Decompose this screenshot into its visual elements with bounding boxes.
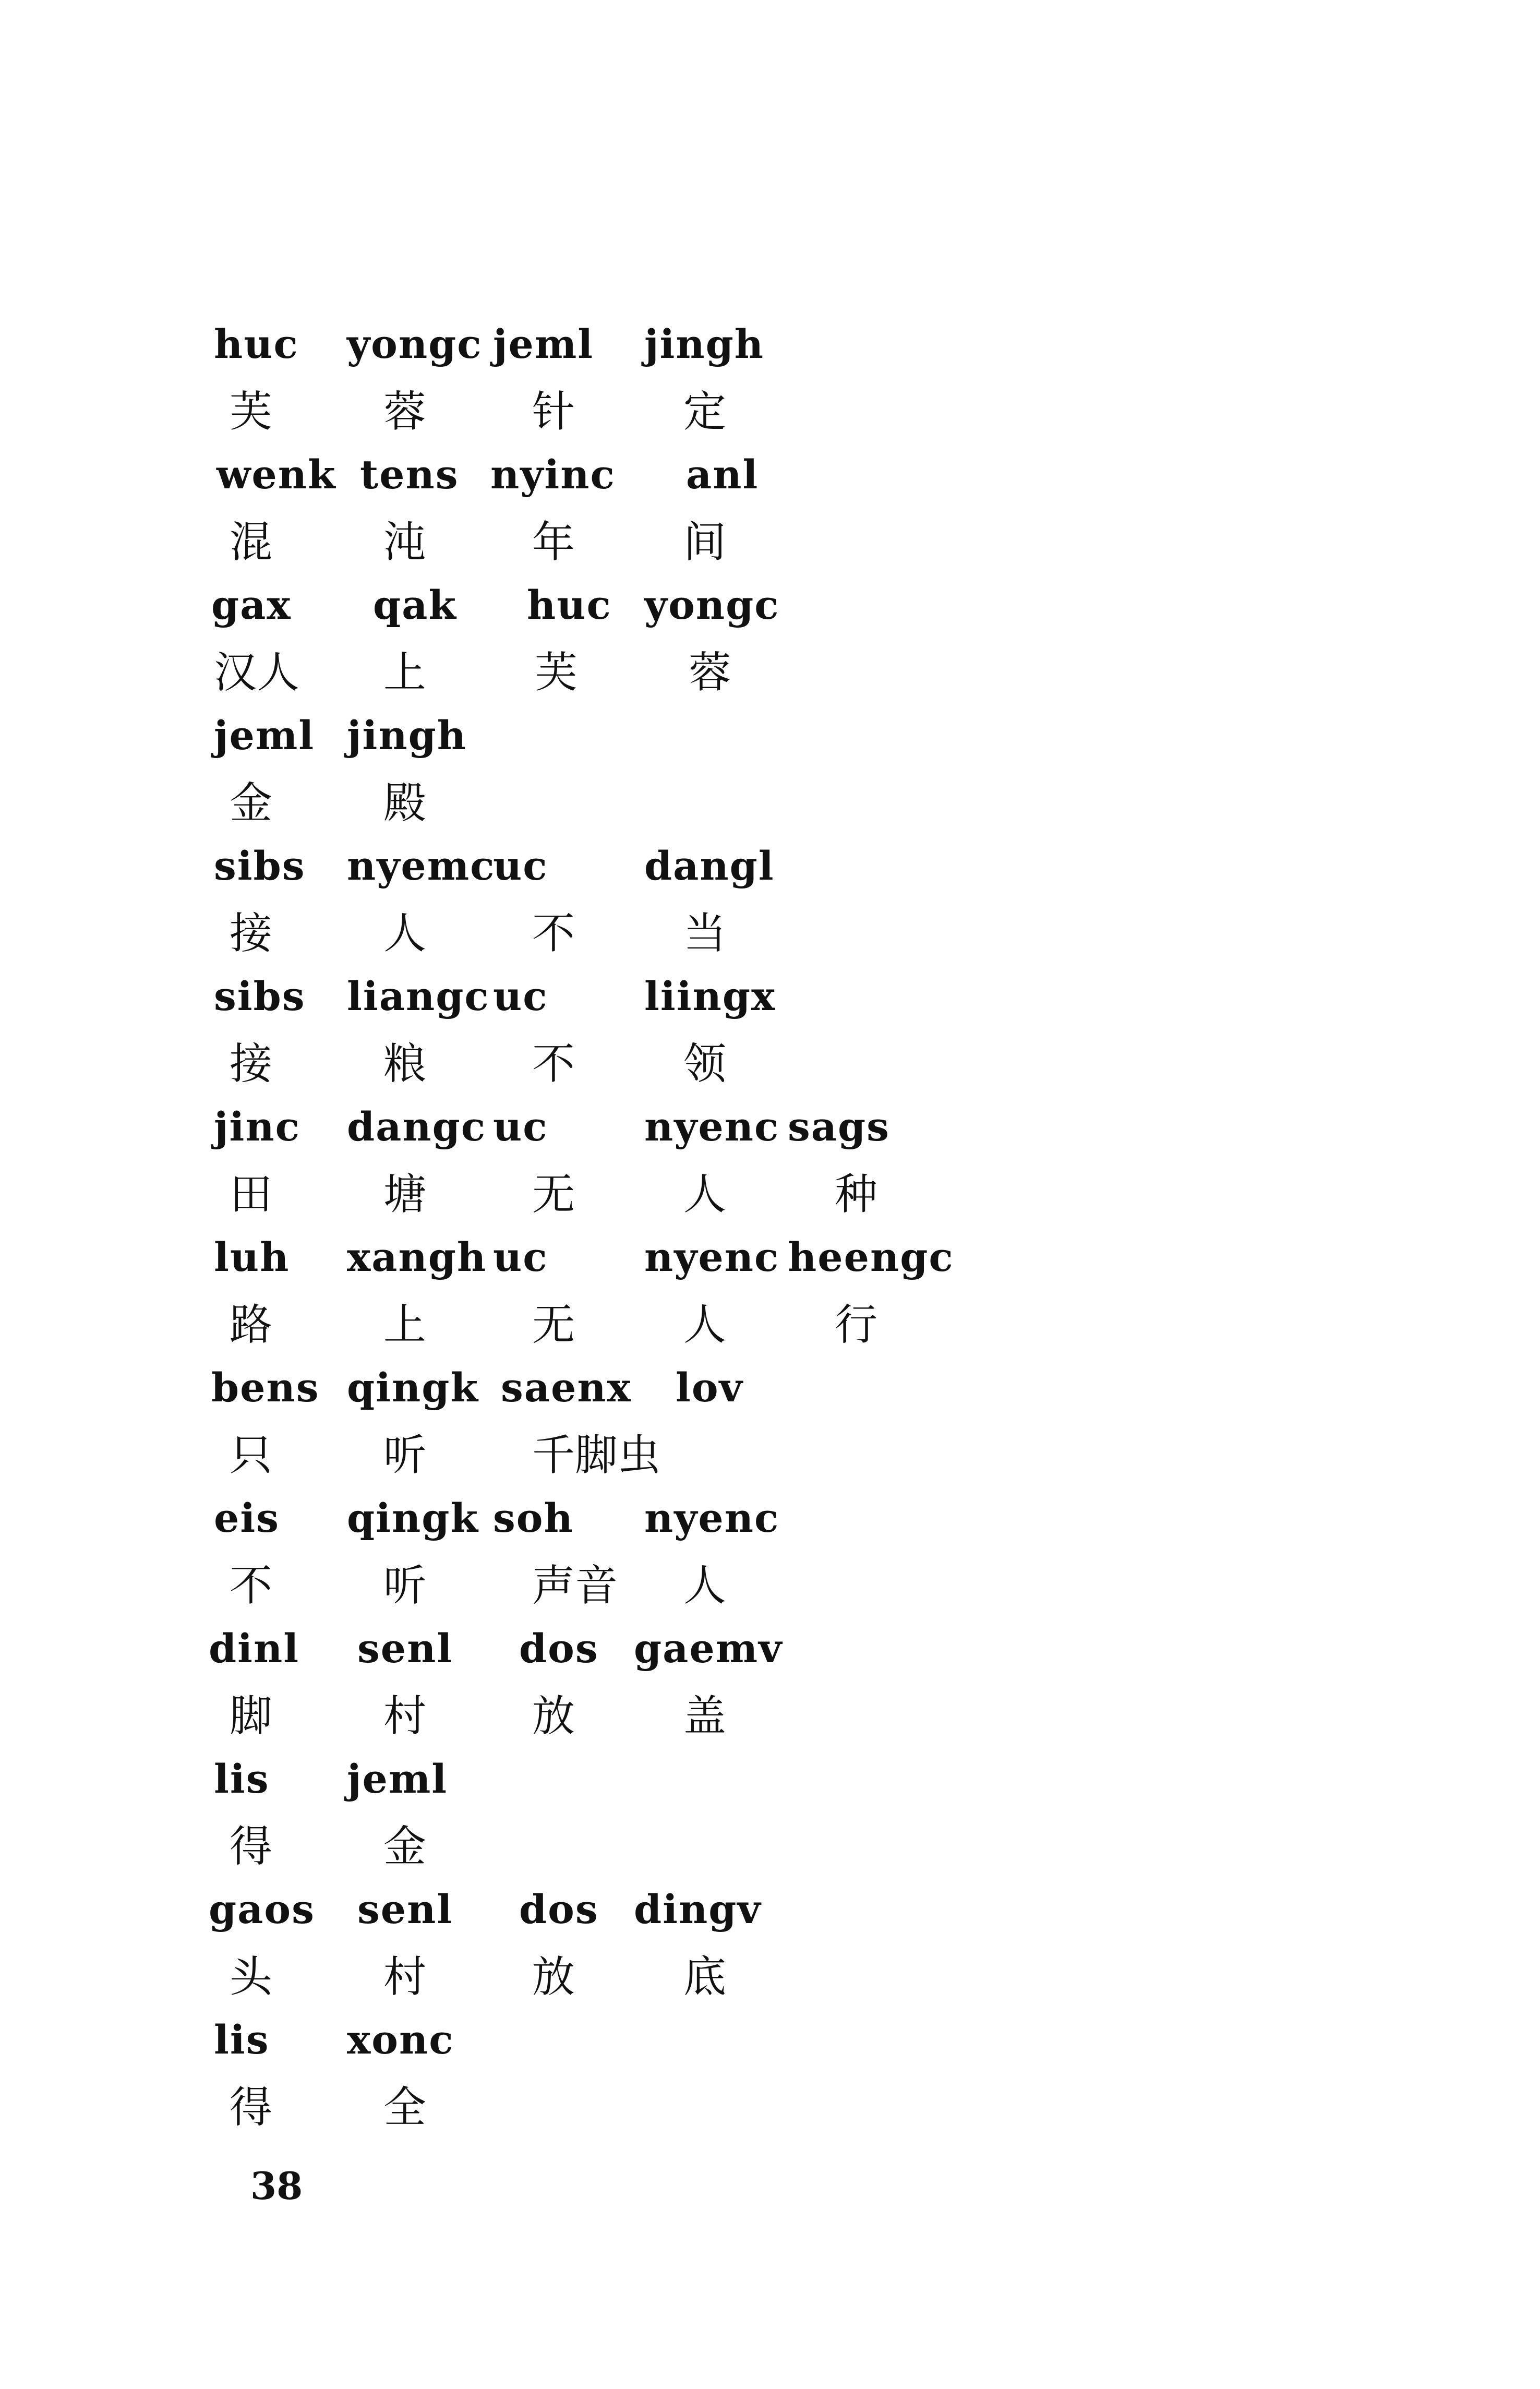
chinese-gloss-word: 不 [230,1561,273,1611]
romanized-word: eis [214,1495,280,1541]
romanized-word: dangl [644,843,775,889]
romanized-word: xangh [347,1234,487,1280]
romanized-line [0,1487,1540,1550]
romanized-word: liangc [347,973,490,1019]
romanized-word: liingx [644,973,776,1019]
chinese-gloss-word: 得 [230,1822,273,1871]
romanized-word: qingk [347,1364,479,1411]
romanized-line [0,704,1540,767]
chinese-gloss-word: 汉人 [214,648,300,698]
chinese-gloss-word: 只 [230,1431,273,1480]
chinese-gloss-word: 定 [683,387,727,437]
romanized-word: bens [211,1364,320,1411]
romanized-word: dos [519,1886,599,1932]
chinese-gloss-word: 脚 [230,1691,273,1741]
chinese-gloss-word: 人 [683,1170,727,1219]
chinese-gloss-word: 金 [383,1822,427,1871]
romanized-word: yongc [644,582,780,628]
chinese-gloss-word: 人 [683,1561,727,1611]
romanized-word: yongc [347,321,483,367]
chinese-gloss-line [0,1424,1540,1487]
romanized-word: dos [519,1625,599,1672]
chinese-gloss-line [0,511,1540,574]
chinese-gloss-word: 领 [683,1039,727,1089]
chinese-gloss-word: 放 [532,1952,575,2002]
romanized-word: huc [527,582,612,628]
chinese-gloss-word: 接 [230,1039,273,1089]
romanized-line [0,1748,1540,1810]
chinese-gloss-word: 路 [230,1300,273,1350]
romanized-line [0,2009,1540,2071]
chinese-gloss-word: 放 [532,1691,575,1741]
romanized-word: lov [676,1364,743,1411]
chinese-gloss-word: 听 [383,1561,427,1611]
chinese-gloss-word: 千脚虫 [532,1431,661,1480]
romanized-word: heengc [788,1234,954,1280]
romanized-word: gaos [209,1886,315,1932]
romanized-line [0,1878,1540,1941]
chinese-gloss-line [0,903,1540,965]
romanized-word: lis [214,2016,270,2063]
romanized-word: saenx [501,1364,632,1411]
romanized-word: senl [357,1886,453,1932]
romanized-word: jingh [347,712,467,759]
romanized-word: qingk [347,1495,479,1541]
chinese-gloss-word: 得 [230,2083,273,2132]
romanized-word: dinl [209,1625,300,1672]
chinese-gloss-line [0,772,1540,835]
romanized-line [0,965,1540,1028]
chinese-gloss-word: 上 [383,648,427,698]
chinese-gloss-word: 混 [230,518,273,567]
chinese-gloss-word: 蓉 [689,648,732,698]
romanized-word: huc [214,321,299,367]
chinese-gloss-word: 村 [383,1952,427,2002]
romanized-word: nyenc [644,1495,780,1541]
chinese-gloss-line [0,1163,1540,1226]
romanized-line [0,574,1540,637]
romanized-word: gax [211,582,292,628]
romanized-word: tens [360,451,459,498]
chinese-gloss-word: 田 [230,1170,273,1219]
romanized-word: gaemv [634,1625,783,1672]
chinese-gloss-word: 头 [230,1952,273,2002]
chinese-gloss-word: 年 [532,518,575,567]
chinese-gloss-word: 针 [532,387,575,437]
romanized-word: nyenc [644,1234,780,1280]
chinese-gloss-word: 殿 [383,778,427,828]
romanized-line [0,835,1540,897]
romanized-word: dingv [634,1886,762,1932]
romanized-word: uc [493,843,548,889]
chinese-gloss-line [0,1946,1540,2009]
page-number: 38 [250,2164,303,2208]
chinese-gloss-word: 上 [383,1300,427,1350]
romanized-word: uc [493,1103,548,1150]
chinese-gloss-word: 听 [383,1431,427,1480]
romanized-word: dangc [347,1103,487,1150]
romanized-word: uc [493,1234,548,1280]
chinese-gloss-line [0,381,1540,443]
romanized-word: jeml [493,321,594,367]
chinese-gloss-line [0,1685,1540,1748]
romanized-line [0,443,1540,506]
chinese-gloss-word: 行 [835,1300,878,1350]
chinese-gloss-line [0,1816,1540,1878]
chinese-gloss-line [0,1555,1540,1617]
romanized-word: senl [357,1625,453,1672]
romanized-line [0,1356,1540,1419]
chinese-gloss-word: 无 [532,1170,575,1219]
romanized-word: nyenc [644,1103,780,1150]
chinese-gloss-word: 盖 [683,1691,727,1741]
romanized-word: qak [373,582,458,628]
chinese-gloss-word: 全 [383,2083,427,2132]
chinese-gloss-word: 声音 [532,1561,618,1611]
chinese-gloss-word: 当 [683,909,727,958]
chinese-gloss-word: 粮 [383,1039,427,1089]
chinese-gloss-word: 间 [683,518,727,567]
romanized-line [0,313,1540,376]
chinese-gloss-word: 不 [532,1039,575,1089]
chinese-gloss-word: 芙 [535,648,578,698]
chinese-gloss-word: 底 [683,1952,727,2002]
chinese-gloss-word: 种 [835,1170,878,1219]
romanized-word: nyemc [347,843,496,889]
romanized-word: sibs [214,973,306,1019]
chinese-gloss-line [0,2076,1540,2139]
chinese-gloss-word: 不 [532,909,575,958]
romanized-line [0,1226,1540,1289]
chinese-gloss-line [0,1294,1540,1356]
romanized-line [0,1617,1540,1680]
romanized-word: uc [493,973,548,1019]
chinese-gloss-word: 金 [230,778,273,828]
romanized-word: sibs [214,843,306,889]
chinese-gloss-word: 人 [383,909,427,958]
chinese-gloss-word: 芙 [230,387,273,437]
romanized-word: xonc [347,2016,454,2063]
chinese-gloss-word: 接 [230,909,273,958]
romanized-word: sags [788,1103,890,1150]
romanized-line [0,1096,1540,1158]
romanized-word: soh [493,1495,574,1541]
romanized-word: nyinc [490,451,616,498]
romanized-word: lis [214,1756,270,1802]
romanized-word: luh [214,1234,290,1280]
chinese-gloss-word: 人 [683,1300,727,1350]
romanized-word: jeml [214,712,315,759]
romanized-word: wenk [216,451,336,498]
romanized-word: jingh [644,321,765,367]
chinese-gloss-word: 村 [383,1691,427,1741]
romanized-word: jeml [347,1756,448,1802]
chinese-gloss-word: 塘 [383,1170,427,1219]
chinese-gloss-line [0,642,1540,704]
romanized-word: jinc [214,1103,300,1150]
chinese-gloss-word: 蓉 [383,387,427,437]
chinese-gloss-word: 沌 [383,518,427,567]
chinese-gloss-word: 无 [532,1300,575,1350]
romanized-word: anl [686,451,759,498]
chinese-gloss-line [0,1033,1540,1096]
